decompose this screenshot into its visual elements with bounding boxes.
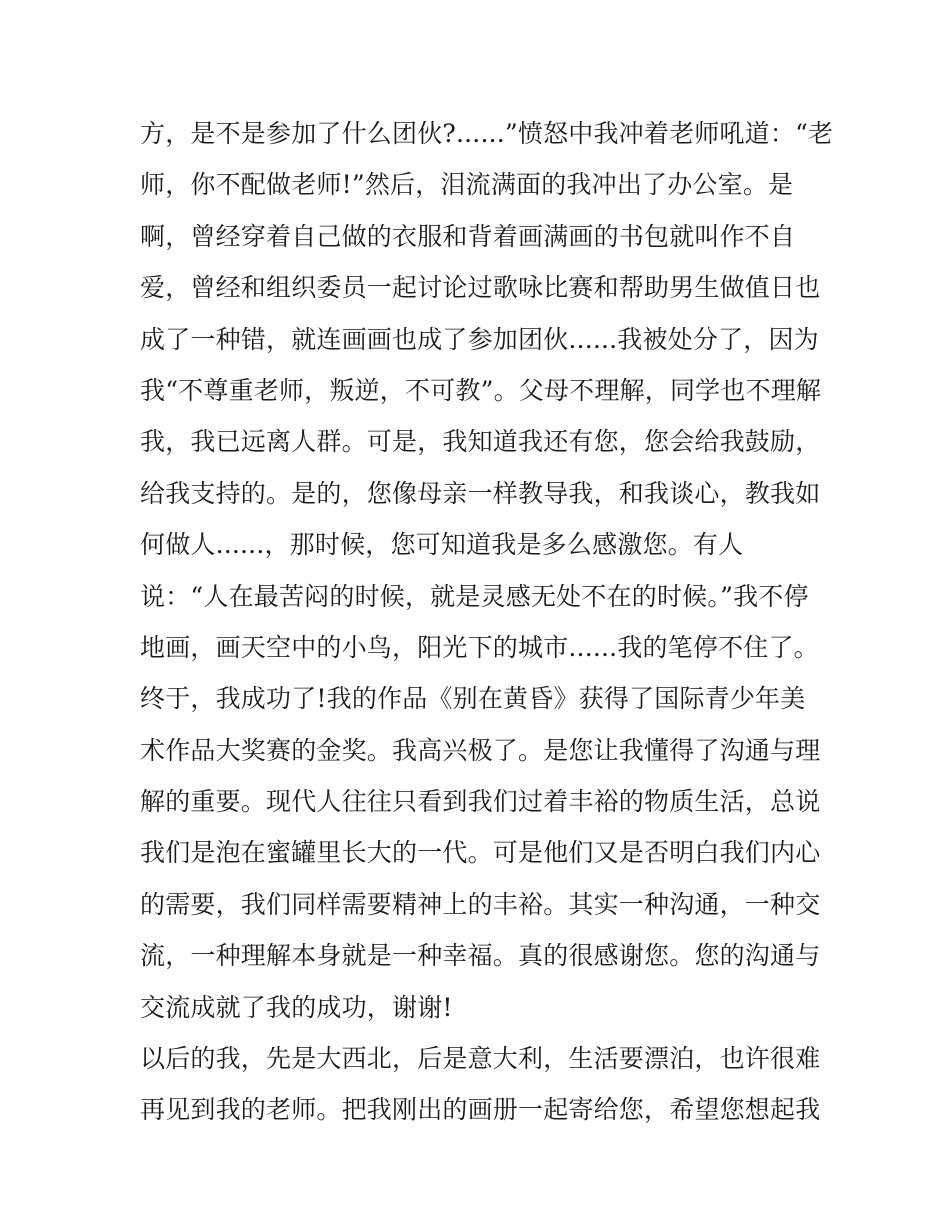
text-line: 的需要，我们同样需要精神上的丰裕。其实一种沟通，一种交 — [140, 889, 821, 919]
text-line: 地画，画天空中的小鸟，阳光下的城市......我的笔停不住了。 — [140, 632, 819, 662]
text-line: 成了一种错，就连画画也成了参加团伙......我被处分了，因为 — [140, 324, 819, 354]
text-line: 何做人......，那时候，您可知道我是多么感激您。有人 — [140, 530, 744, 560]
text-line: 再见到我的老师。把我刚出的画册一起寄给您，希望您想起我 — [140, 1095, 821, 1125]
text-line: 师，你不配做老师!”然后，泪流满面的我冲出了办公室。是 — [140, 170, 794, 200]
text-line: 解的重要。现代人往往只看到我们过着丰裕的物质生活，总说 — [140, 787, 821, 817]
text-line: 说：“人在最苦闷的时候，就是灵感无处不在的时候。”我不停 — [140, 581, 809, 611]
body-text — [140, 108, 834, 1136]
text-line: 终于，我成功了!我的作品《别在黄昏》获得了国际青少年美 — [140, 684, 806, 714]
text-line: 方，是不是参加了什么团伙?......”愤怒中我冲着老师吼道：“老 — [140, 119, 834, 148]
text-line: 流，一种理解本身就是一种幸福。真的很感谢您。您的沟通与 — [140, 941, 821, 971]
text-line: 我，我已远离人群。可是，我知道我还有您，您会给我鼓励， — [140, 427, 821, 457]
text-line: 爱，曾经和组织委员一起讨论过歌咏比赛和帮助男生做值日也 — [140, 273, 821, 303]
text-line: 给我支持的。是的，您像母亲一样教导我，和我谈心，教我如 — [140, 478, 821, 508]
text-line: 我“不尊重老师，叛逆，不可教”。父母不理解，同学也不理解 — [140, 375, 822, 405]
text-line: 交流成就了我的成功，谢谢! — [140, 992, 453, 1022]
text-line: 啊，曾经穿着自己做的衣服和背着画满画的书包就叫作不自 — [140, 221, 796, 251]
text-line: 以后的我，先是大西北，后是意大利，生活要漂泊，也许很难 — [140, 1044, 821, 1074]
text-line: 术作品大奖赛的金奖。我高兴极了。是您让我懂得了沟通与理 — [140, 735, 821, 765]
text-line: 我们是泡在蜜罐里长大的一代。可是他们又是否明白我们内心 — [140, 838, 821, 868]
